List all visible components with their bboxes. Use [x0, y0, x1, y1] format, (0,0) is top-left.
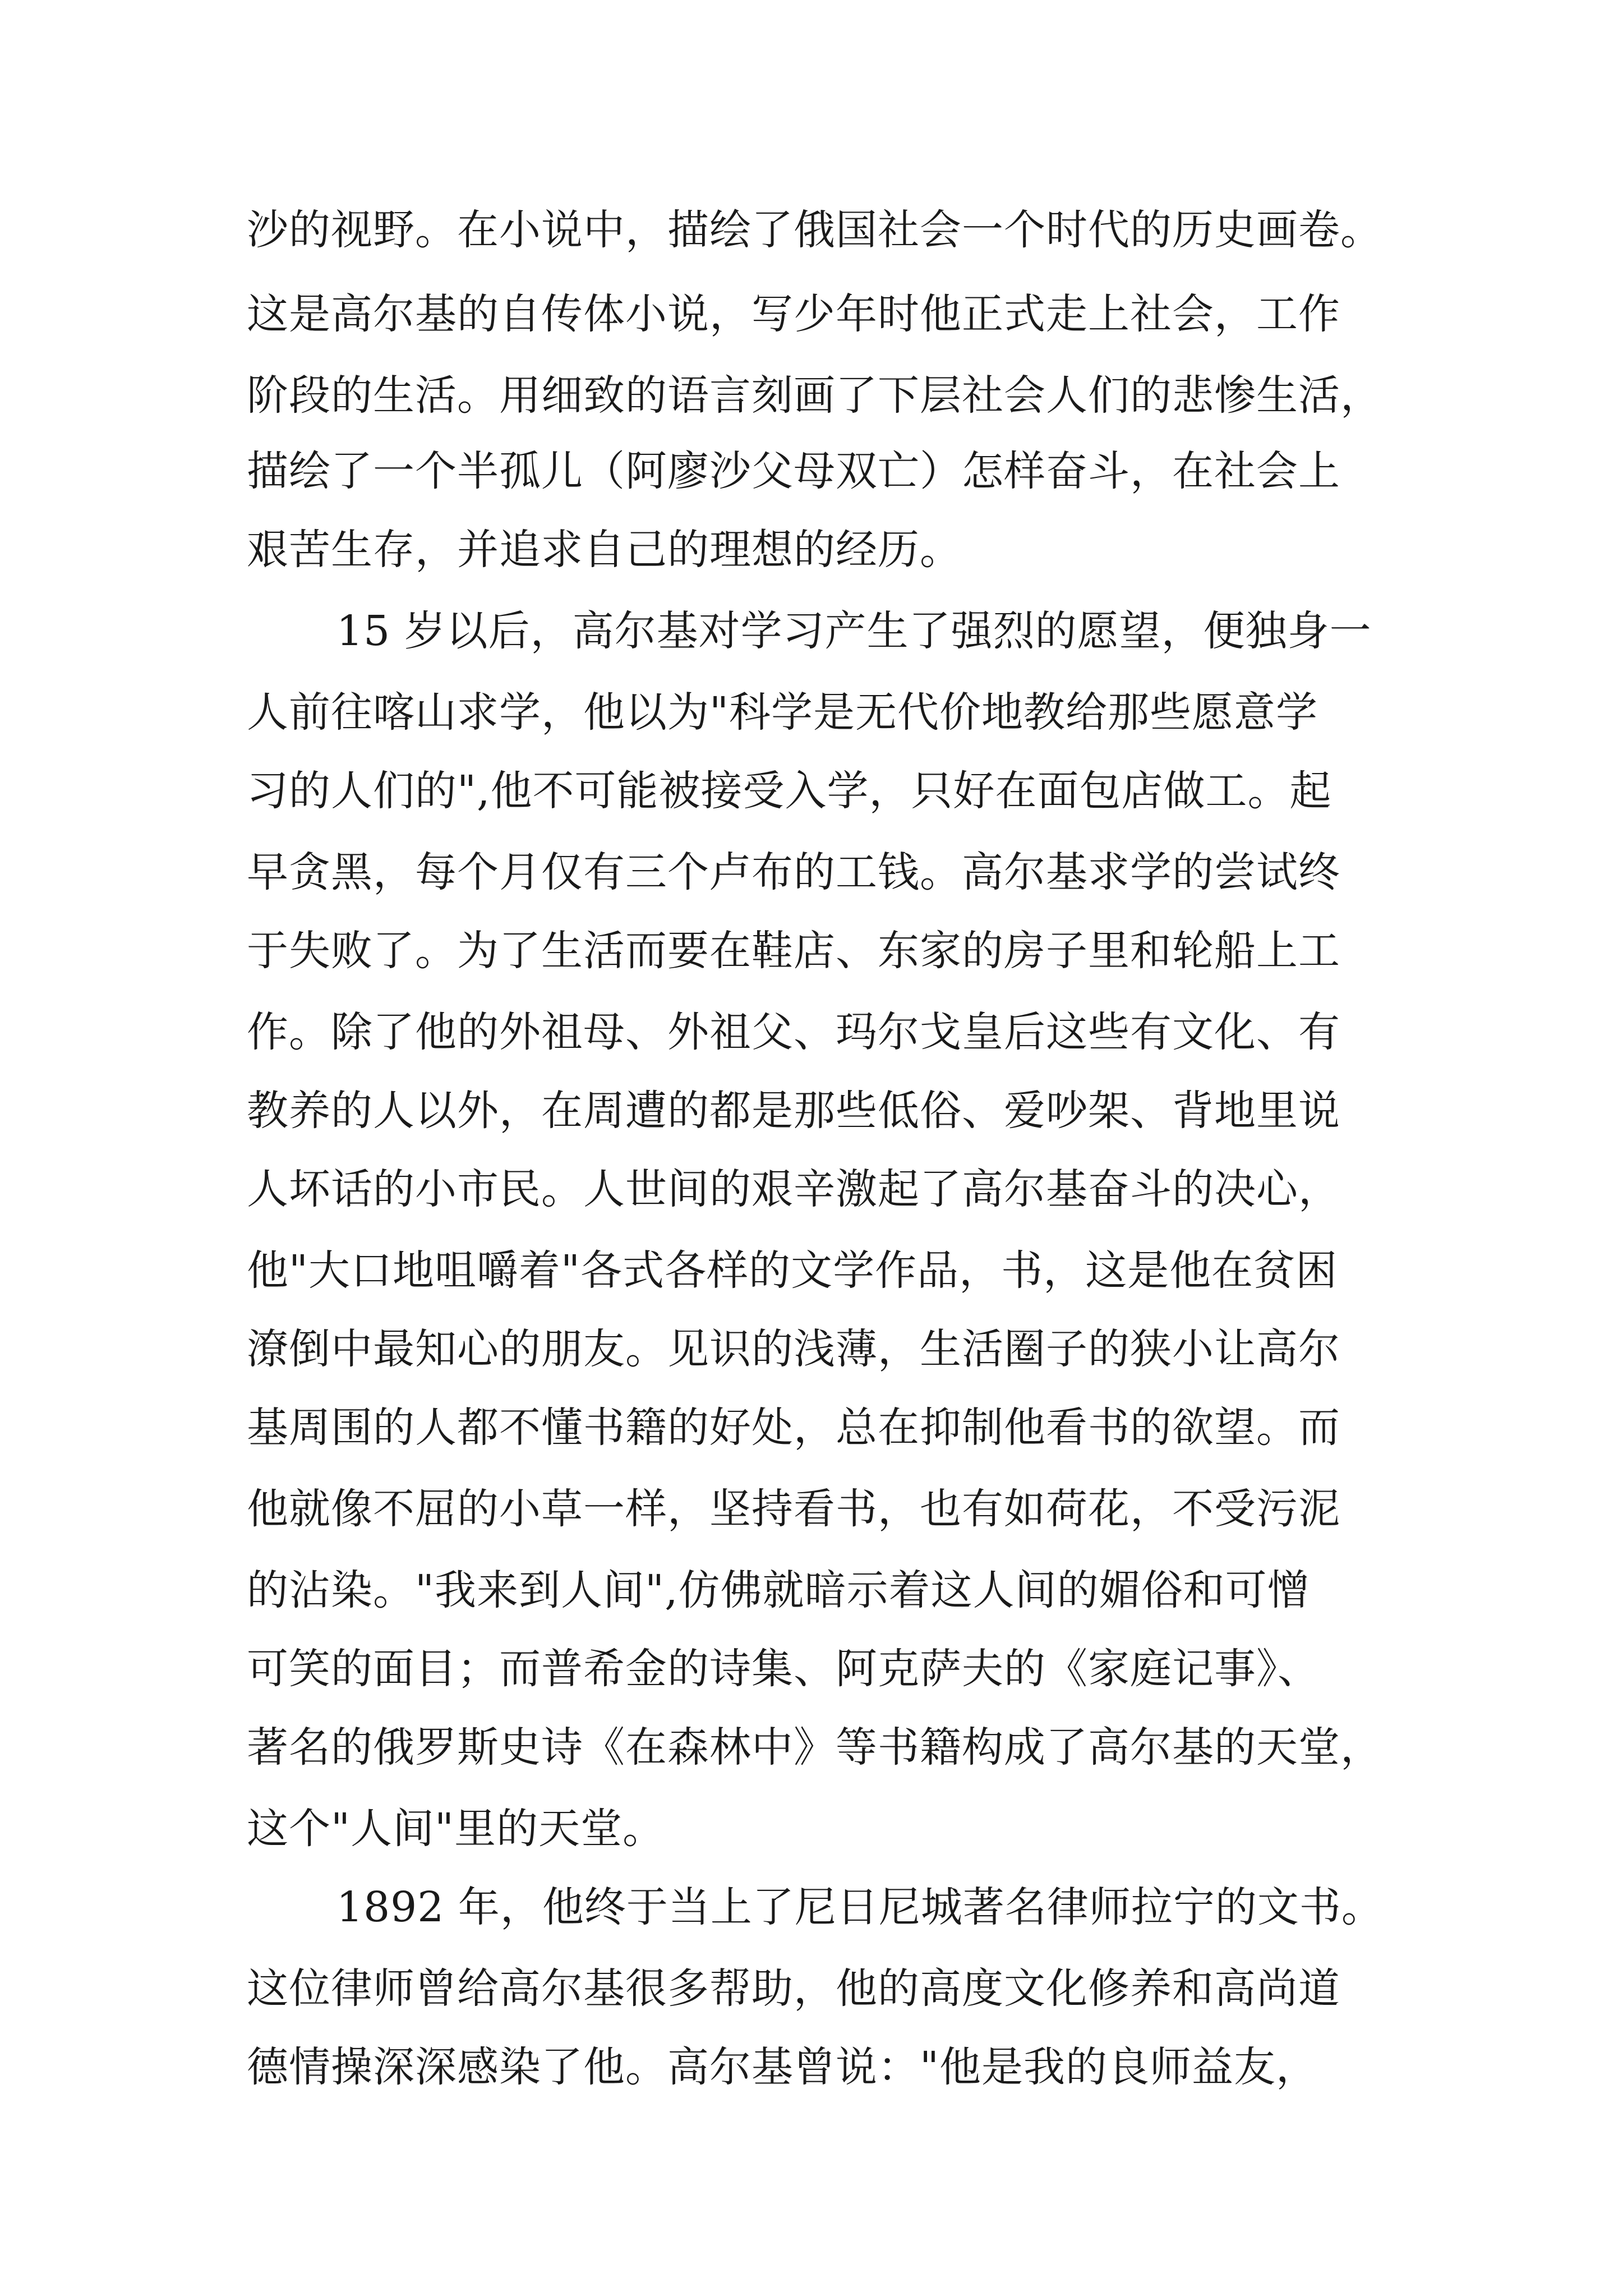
text-line: 的沾染。"我来到人间",仿佛就暗示着这人间的媚俗和可憎: [247, 1566, 1310, 1614]
text-line: 习的人们的",他不可能被接受入学，只好在面包店做工。起: [247, 767, 1332, 815]
text-line: 这个"人间"里的天堂。: [247, 1805, 665, 1853]
text-line: 他"大口地咀嚼着"各式各样的文学作品，书，这是他在贫困: [247, 1246, 1338, 1295]
text-line: 描绘了一个半孤儿（阿廖沙父母双亡）怎样奋斗，在社会上: [247, 447, 1340, 495]
text-line: 这是高尔基的自传体小说，写少年时他正式走上社会，工作: [247, 290, 1340, 338]
text-line: 艰苦生存，并追求自己的理想的经历。: [247, 526, 962, 574]
text-line: 著名的俄罗斯史诗《在森林中》等书籍构成了高尔基的天堂，: [247, 1723, 1382, 1772]
text-line: 教养的人以外，在周遭的都是那些低俗、爱吵架、背地里说: [247, 1087, 1340, 1135]
text-line: 基周围的人都不懂书籍的好处，总在抑制他看书的欲望。而: [247, 1404, 1340, 1452]
text-line: 作。除了他的外祖母、外祖父、玛尔戈皇后这些有文化、有: [247, 1008, 1340, 1056]
text-line: 他就像不屈的小草一样，坚持看书，也有如荷花，不受污泥: [247, 1485, 1340, 1533]
text-line: 潦倒中最知心的朋友。见识的浅薄，生活圈子的狭小让高尔: [247, 1325, 1340, 1373]
text-line: 可笑的面目；而普希金的诗集、阿克萨夫的《家庭记事》、: [247, 1645, 1320, 1693]
text-line: 15 岁以后，高尔基对学习产生了强烈的愿望，便独身一: [336, 607, 1372, 655]
text-line: 人坏话的小市民。人世间的艰辛激起了高尔基奋斗的决心，: [247, 1165, 1340, 1213]
text-line: 人前往喀山求学，他以为"科学是无代价地教给那些愿意学: [247, 688, 1318, 737]
text-line: 1892 年，他终于当上了尼日尼城著名律师拉宁的文书。: [336, 1883, 1384, 1931]
text-line: 阶段的生活。用细致的语言刻画了下层社会人们的悲惨生活，: [247, 371, 1382, 420]
text-line: 这位律师曾给高尔基很多帮助，他的高度文化修养和高尚道: [247, 1964, 1340, 2013]
text-line: 于失败了。为了生活而要在鞋店、东家的房子里和轮船上工: [247, 927, 1340, 975]
text-line: 沙的视野。在小说中，描绘了俄国社会一个时代的历史画卷。: [247, 206, 1382, 254]
text-line: 德情操深深感染了他。高尔基曾说："他是我的良师益友，: [247, 2043, 1318, 2091]
text-line: 早贪黑，每个月仅有三个卢布的工钱。高尔基求学的尝试终: [247, 848, 1340, 896]
